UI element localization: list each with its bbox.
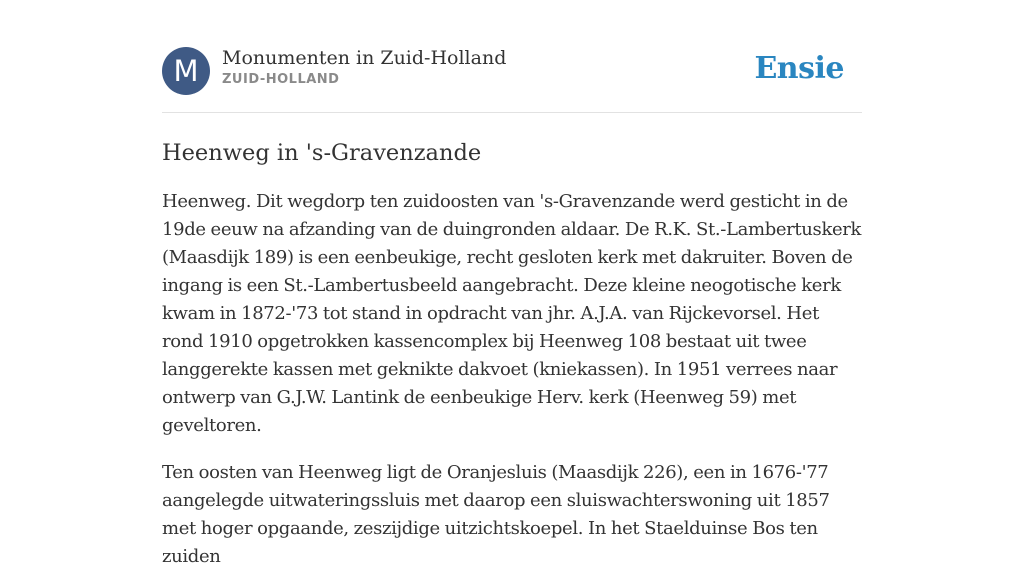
- source-avatar[interactable]: M: [162, 47, 210, 95]
- source-title-link[interactable]: Monumenten in Zuid-Holland: [222, 47, 507, 69]
- source-subtitle: ZUID-HOLLAND: [222, 72, 340, 87]
- ensie-logo[interactable]: Ensie: [754, 51, 844, 86]
- source-info: [222, 46, 506, 87]
- page-container: [162, 0, 862, 571]
- article-body: [162, 188, 862, 571]
- article-paragraph: Ten oosten van Heenweg ligt de Oranjesluis (Maasdijk 226), een in 1676-'77 aangelegde uitwateringssluis met daarop een sluiswachterswoning uit 1857 met hoger opgaande, zeszijdige uitzichtskoepel. In het Staelduinse Bos ten zuiden: [162, 462, 830, 567]
- article-paragraph: Heenweg. Dit wegdorp ten zuidoosten van 's-Gravenzande werd gesticht in de 19de eeuw na afzanding van de duingronden aldaar. De R.K. St.-Lambertuskerk (Maasdijk 189) is een eenbeukige, recht gesloten kerk met dakruiter. Boven de ingang is een St.-Lambertusbeeld aangebracht. Deze kleine neogotische kerk kwam in 1872-'73 tot stand in opdracht van jhr. A.J.A. van Rijckevorsel. Het rond 1910 opgetrokken kassencomplex bij Heenweg 108 bestaat uit twee langgerekte kassen met geknikte dakvoet (kniekassen). In 1951 verrees naar ontwerp van G.J.W. Lantink de eenbeukige Herv. kerk (Heenweg 59) met geveltoren.: [162, 191, 862, 436]
- article-title: Heenweg in 's-Gravenzande: [162, 140, 482, 166]
- source-header: [162, 0, 862, 113]
